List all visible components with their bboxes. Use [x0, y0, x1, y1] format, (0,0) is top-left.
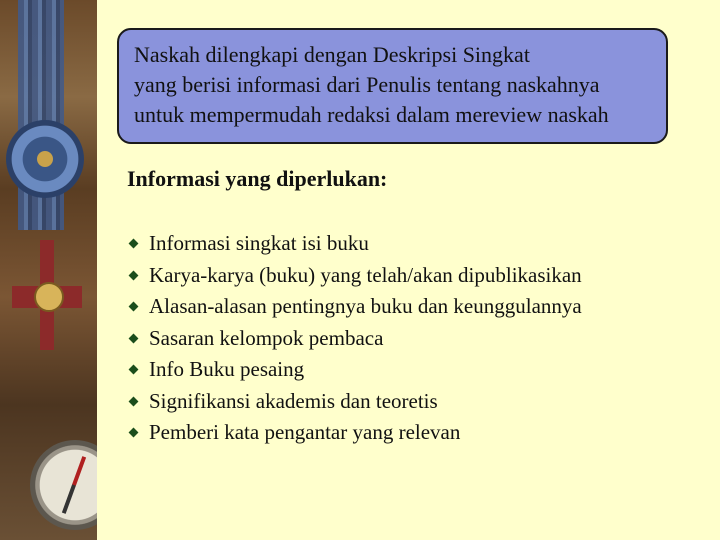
- list-item: [127, 417, 582, 449]
- list-item-text: Sasaran kelompok pembaca: [149, 325, 384, 350]
- list-item-text: Alasan-alasan pentingnya buku dan keunggulannya: [149, 294, 582, 318]
- callout-line-3: untuk mempermudah redaksi dalam mereview naskah: [134, 102, 609, 127]
- info-bullet-list: [127, 228, 582, 449]
- diamond-bullet-icon: [129, 333, 139, 343]
- callout-line-1: Naskah dilengkapi dengan Deskripsi Singkat: [134, 42, 530, 67]
- decorative-medal-image: [0, 0, 97, 540]
- list-item: [127, 291, 582, 323]
- list-item-text: Pemberi kata pengantar yang relevan: [149, 420, 461, 444]
- section-heading: Informasi yang diperlukan:: [127, 166, 388, 191]
- callout-line-2: yang berisi informasi dari Penulis tentang naskahnya: [134, 72, 600, 97]
- compass-icon: [30, 440, 97, 530]
- medal-cross-center: [34, 282, 64, 312]
- diamond-bullet-icon: [129, 365, 139, 375]
- diamond-bullet-icon: [129, 428, 139, 438]
- description-callout-box: [117, 28, 668, 144]
- diamond-bullet-icon: [129, 270, 139, 280]
- diamond-bullet-icon: [129, 239, 139, 249]
- list-item-text: Informasi singkat isi buku: [149, 231, 369, 255]
- list-item: [127, 260, 582, 292]
- list-item: [127, 354, 582, 386]
- list-item: [127, 386, 582, 418]
- list-item-text: Info Buku pesaing: [149, 357, 305, 381]
- list-item: [127, 228, 582, 260]
- diamond-bullet-icon: [129, 302, 139, 312]
- medal-rosette: [6, 120, 84, 198]
- list-item-text: Signifikansi akademis dan teoretis: [149, 388, 438, 413]
- diamond-bullet-icon: [129, 396, 139, 406]
- list-item-text: Karya-karya (buku) yang telah/akan dipublikasikan: [149, 262, 582, 287]
- list-item: [127, 323, 582, 355]
